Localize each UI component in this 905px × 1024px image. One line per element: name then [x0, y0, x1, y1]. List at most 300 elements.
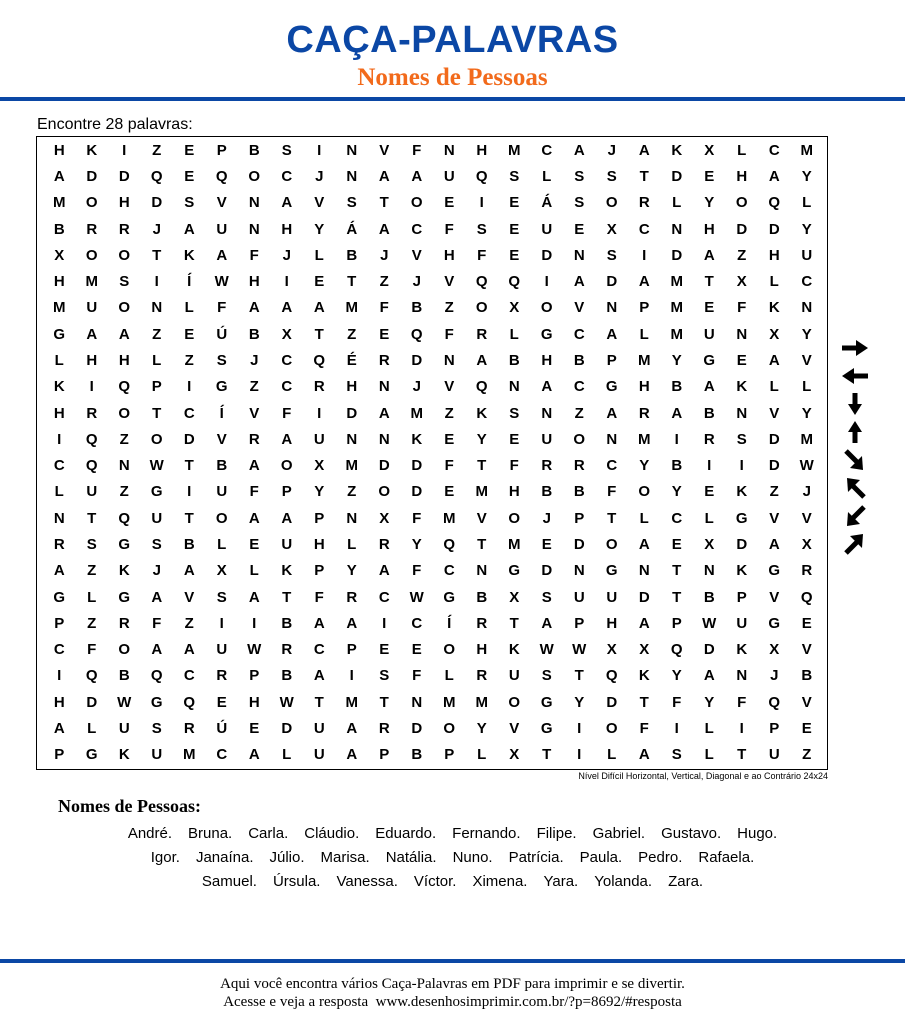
grid-cell: C [768, 141, 780, 159]
grid-cell: B [281, 667, 293, 685]
grid-cell: L [347, 536, 357, 553]
grid-cell: A [53, 720, 65, 738]
grid-cell: L [54, 351, 64, 369]
grid-cell: Y [671, 667, 682, 685]
grid-cell: X [736, 273, 747, 291]
name-item: Víctor. [413, 873, 457, 890]
grid-cell: U [768, 746, 780, 764]
arrow-right-icon [838, 336, 872, 360]
grid-cell: T [542, 746, 552, 764]
grid-cell: D [671, 167, 683, 185]
grid-cell: E [444, 430, 455, 448]
grid-cell: Y [476, 430, 487, 448]
grid-cell: M [670, 325, 683, 343]
grid-cell: A [638, 746, 650, 764]
grid-cell: W [117, 693, 132, 711]
grid-cell: Y [801, 220, 812, 238]
grid-cell: A [281, 299, 293, 317]
grid-cell: B [573, 351, 585, 369]
grid-cell: X [379, 509, 390, 527]
grid-cell: Y [346, 562, 357, 580]
grid-cell: W [149, 457, 164, 475]
grid-cell: L [282, 746, 292, 764]
grid-cell: B [508, 351, 520, 369]
grid-cell: N [443, 351, 455, 369]
grid-cell: A [346, 746, 358, 764]
grid-cell: P [574, 614, 585, 632]
grid-cell: I [674, 430, 679, 448]
grid-cell: Z [87, 614, 97, 632]
name-item: André. [127, 825, 173, 842]
grid-cell: V [574, 299, 585, 317]
grid-cell: M [475, 693, 488, 711]
grid-cell: N [541, 404, 553, 422]
grid-cell: S [606, 167, 617, 185]
grid-cell: Q [85, 430, 98, 448]
grid-cell: V [249, 404, 260, 422]
difficulty-note: Nível Difícil Horizontal, Vertical, Diagonal e ao Contrário 24x24 [578, 771, 828, 781]
grid-cell: W [702, 614, 717, 632]
grid-cell: Q [800, 588, 813, 606]
grid-cell: W [799, 457, 814, 475]
grid-cell: Ú [216, 325, 228, 343]
grid-cell: K [281, 562, 293, 580]
grid-cell: D [541, 246, 553, 264]
grid-cell: P [736, 588, 747, 606]
grid-cell: S [216, 588, 227, 606]
grid-cell: K [118, 562, 130, 580]
name-item: Gustavo. [661, 825, 722, 842]
grid-cell: C [411, 220, 423, 238]
grid-cell: M [53, 299, 66, 317]
grid-cell: E [411, 641, 422, 659]
grid-cell: X [509, 588, 520, 606]
grid-cell: E [184, 167, 195, 185]
footer-line-2: Acesse e veja a resposta www.desenhosimprimir.com.br/?p=8692/#resposta [223, 994, 682, 1010]
grid-cell: G [150, 693, 163, 711]
grid-cell: C [541, 141, 553, 159]
grid-cell: Z [574, 404, 584, 422]
name-item: Bruna. [188, 825, 233, 842]
grid-cell: D [671, 246, 683, 264]
grid-cell: S [671, 746, 682, 764]
grid-cell: F [412, 509, 422, 527]
grid-cell: L [87, 720, 97, 738]
grid-cell: V [801, 509, 812, 527]
grid-cell: S [86, 536, 97, 553]
name-item: Samuel. [201, 873, 257, 890]
grid-cell: Z [347, 325, 357, 343]
direction-legend [838, 336, 872, 566]
grid-cell: X [54, 246, 65, 264]
grid-cell: L [542, 167, 552, 185]
grid-cell: U [151, 509, 163, 527]
grid-cell: A [281, 509, 293, 527]
grid-cell: C [801, 273, 813, 291]
grid-cell: N [346, 141, 358, 159]
top-divider [0, 97, 905, 101]
grid-cell: A [248, 299, 260, 317]
grid-cell: D [573, 536, 585, 553]
name-item: Úrsula. [272, 873, 321, 890]
grid-cell: O [638, 483, 651, 501]
grid-cell: I [479, 194, 484, 212]
grid-cell: K [736, 378, 748, 396]
grid-cell: K [671, 141, 683, 159]
grid-cell: H [313, 536, 325, 553]
grid-cell: S [574, 194, 585, 212]
grid-cell: A [671, 404, 683, 422]
grid-cell: A [606, 325, 618, 343]
grid-cell: J [250, 351, 259, 369]
grid-cell: O [215, 509, 228, 527]
instructions: Encontre 28 palavras: [37, 116, 193, 133]
grid-cell: F [217, 299, 227, 317]
grid-cell: R [118, 614, 130, 632]
grid-cell: Z [444, 404, 454, 422]
arrow-up-icon [838, 420, 872, 444]
grid-cell: X [606, 220, 617, 238]
grid-cell: N [443, 141, 455, 159]
grid-cell: F [737, 693, 747, 711]
grid-cell: E [314, 273, 325, 291]
grid-cell: K [118, 746, 130, 764]
grid-cell: Y [704, 693, 715, 711]
grid-cell: D [736, 536, 748, 553]
grid-cell: A [638, 273, 650, 291]
grid-cell: B [476, 588, 488, 606]
grid-cell: Z [87, 562, 97, 580]
grid-cell: H [476, 641, 488, 659]
grid-cell: X [704, 141, 715, 159]
grid-cell: L [152, 351, 162, 369]
grid-cell: Q [85, 667, 98, 685]
name-item: Ximena. [472, 873, 528, 890]
grid-cell: O [475, 299, 488, 317]
grid-cell: R [541, 457, 553, 475]
grid-cell: Z [119, 483, 129, 501]
grid-cell: F [672, 693, 682, 711]
grid-cell: H [118, 194, 130, 212]
grid-cell: B [703, 588, 715, 606]
grid-cell: Q [183, 693, 196, 711]
grid-cell: E [216, 693, 227, 711]
grid-cell: N [736, 667, 748, 685]
name-item: Gabriel. [592, 825, 646, 842]
grid-cell: T [184, 509, 194, 527]
grid-cell: U [313, 746, 325, 764]
grid-cell: F [379, 299, 389, 317]
name-item: Hugo. [737, 825, 778, 842]
names-list [40, 822, 865, 894]
grid-cell: E [184, 141, 195, 159]
grid-cell: B [671, 378, 683, 396]
grid-cell: N [248, 194, 260, 212]
grid-cell: Q [475, 378, 488, 396]
grid-cell: G [443, 588, 456, 606]
grid-cell: T [477, 457, 487, 475]
grid-cell: B [703, 404, 715, 422]
grid-cell: H [541, 351, 553, 369]
grid-cell: C [183, 667, 195, 685]
grid-cell: U [281, 536, 293, 553]
grid-cell: C [281, 351, 293, 369]
grid-cell: E [509, 246, 520, 264]
grid-cell: J [152, 562, 161, 580]
grid-cell: N [476, 562, 488, 580]
grid-cell: N [801, 299, 813, 317]
grid-cell: L [769, 273, 779, 291]
grid-cell: G [53, 325, 66, 343]
grid-cell: M [345, 299, 358, 317]
name-item: Zara. [668, 873, 704, 890]
grid-cell: V [411, 246, 422, 264]
grid-cell: E [444, 194, 455, 212]
grid-cell: M [638, 430, 651, 448]
grid-cell: T [639, 693, 649, 711]
grid-cell: I [739, 457, 744, 475]
name-item: Fernando. [452, 825, 521, 842]
grid-cell: T [152, 404, 162, 422]
grid-cell: M [638, 351, 651, 369]
grid-cell: E [574, 220, 585, 238]
grid-cell: L [314, 246, 324, 264]
grid-cell: Q [475, 273, 488, 291]
grid-cell: Q [118, 509, 131, 527]
grid-cell: Q [215, 167, 228, 185]
grid-cell: B [281, 614, 293, 632]
grid-cell: S [216, 351, 227, 369]
grid-cell: I [577, 746, 582, 764]
grid-cell: D [281, 720, 293, 738]
grid-cell: F [314, 588, 324, 606]
grid-cell: I [57, 430, 62, 448]
grid-cell: J [282, 246, 291, 264]
grid-cell: F [412, 667, 422, 685]
grid-cell: B [411, 746, 423, 764]
grid-cell: G [53, 588, 66, 606]
grid-cell: X [769, 325, 780, 343]
grid-cell: M [508, 536, 521, 553]
grid-cell: G [540, 325, 553, 343]
grid-cell: T [347, 273, 357, 291]
grid-cell: L [704, 720, 714, 738]
grid-cell: N [378, 430, 390, 448]
grid-cell: O [280, 457, 293, 475]
grid-cell: E [509, 220, 520, 238]
grid-cell: Y [476, 720, 487, 738]
grid-cell: L [704, 509, 714, 527]
grid-cell: I [89, 378, 94, 396]
grid-cell: Z [769, 483, 779, 501]
grid-cell: U [541, 430, 553, 448]
grid-cell: B [541, 483, 553, 501]
grid-cell: S [541, 588, 552, 606]
grid-cell: S [346, 194, 357, 212]
grid-cell: V [314, 194, 325, 212]
grid-cell: R [183, 720, 195, 738]
grid-cell: V [801, 693, 812, 711]
grid-cell: O [605, 194, 618, 212]
grid-cell: M [475, 483, 488, 501]
grid-cell: S [574, 167, 585, 185]
grid-cell: I [317, 141, 322, 159]
footer [0, 975, 905, 1011]
grid-cell: O [573, 430, 586, 448]
grid-cell: T [314, 693, 324, 711]
grid-cell: A [53, 562, 65, 580]
grid-cell: P [639, 299, 650, 317]
grid-cell: A [346, 720, 358, 738]
grid-cell: S [281, 141, 292, 159]
grid-cell: T [639, 167, 649, 185]
grid-cell: T [574, 667, 584, 685]
grid-cell: X [281, 325, 292, 343]
grid-cell: U [541, 220, 553, 238]
grid-cell: J [770, 667, 779, 685]
grid-cell: Ú [216, 720, 228, 738]
grid-cell: R [378, 351, 390, 369]
grid-cell: U [118, 720, 130, 738]
grid-cell: E [736, 351, 747, 369]
grid-cell: K [736, 483, 748, 501]
grid-cell: R [118, 220, 130, 238]
page-title: CAÇA-PALAVRAS [286, 19, 619, 61]
grid-cell: Z [152, 325, 162, 343]
grid-cell: T [477, 536, 487, 553]
grid-cell: T [704, 273, 714, 291]
grid-cell: K [638, 667, 650, 685]
grid-cell: H [443, 246, 455, 264]
grid-cell: E [509, 194, 520, 212]
grid-cell: Z [152, 141, 162, 159]
grid-cell: A [183, 220, 195, 238]
name-item: Paula. [579, 849, 623, 866]
grid-cell: A [53, 167, 65, 185]
grid-cell: B [53, 220, 65, 238]
grid-cell: A [281, 430, 293, 448]
grid-cell: F [444, 220, 454, 238]
grid-cell: D [411, 351, 423, 369]
grid-cell: I [219, 614, 224, 632]
grid-cell: S [606, 246, 617, 264]
grid-cell: A [86, 325, 98, 343]
grid-cell: P [314, 562, 325, 580]
word-search-grid-frame [36, 136, 828, 770]
grid-cell: G [735, 509, 748, 527]
grid-cell: R [638, 404, 650, 422]
grid-cell: R [53, 536, 65, 553]
grid-cell: D [638, 588, 650, 606]
name-item: Eduardo. [375, 825, 437, 842]
grid-cell: A [118, 325, 130, 343]
grid-cell: C [183, 404, 195, 422]
grid-cell: Q [768, 693, 781, 711]
grid-cell: G [150, 483, 163, 501]
grid-cell: A [313, 299, 325, 317]
grid-cell: D [346, 404, 358, 422]
grid-cell: F [737, 299, 747, 317]
grid-cell: Á [541, 194, 553, 212]
grid-cell: B [346, 246, 358, 264]
grid-cell: E [704, 167, 715, 185]
grid-cell: K [508, 641, 520, 659]
grid-cell: S [541, 667, 552, 685]
grid-cell: L [444, 667, 454, 685]
grid-cell: Y [411, 536, 422, 553]
grid-cell: E [249, 536, 260, 553]
grid-cell: V [509, 720, 520, 738]
grid-cell: P [216, 141, 227, 159]
grid-cell: K [768, 299, 780, 317]
grid-cell: E [704, 483, 715, 501]
grid-cell: H [248, 693, 260, 711]
grid-cell: O [118, 246, 131, 264]
grid-cell: K [476, 404, 488, 422]
grid-cell: I [642, 246, 647, 264]
grid-cell: U [443, 167, 455, 185]
grid-cell: U [703, 325, 715, 343]
grid-cell: Y [801, 404, 812, 422]
grid-cell: F [509, 457, 519, 475]
grid-cell: D [411, 483, 423, 501]
grid-cell: T [672, 562, 682, 580]
grid-cell: H [768, 246, 780, 264]
grid-cell: X [314, 457, 325, 475]
grid-cell: L [802, 194, 812, 212]
grid-cell: V [769, 509, 780, 527]
grid-cell: C [53, 641, 65, 659]
arrow-left-icon [838, 364, 872, 388]
grid-cell: I [577, 720, 582, 738]
grid-cell: D [606, 273, 618, 291]
grid-cell: Z [802, 746, 812, 764]
grid-cell: A [703, 667, 715, 685]
word-search-grid [43, 137, 823, 768]
grid-cell: O [508, 509, 521, 527]
grid-cell: R [216, 667, 228, 685]
grid-cell: T [184, 457, 194, 475]
grid-cell: A [248, 457, 260, 475]
grid-cell: T [379, 194, 389, 212]
grid-cell: D [703, 641, 715, 659]
grid-cell: U [216, 220, 228, 238]
grid-cell: D [768, 457, 780, 475]
grid-cell: X [509, 746, 520, 764]
grid-cell: O [118, 641, 131, 659]
name-item: Pedro. [638, 849, 683, 866]
name-item: Cláudio. [304, 825, 360, 842]
grid-cell: A [768, 167, 780, 185]
grid-cell: C [671, 509, 683, 527]
grid-cell: Q [313, 351, 326, 369]
grid-cell: A [573, 273, 585, 291]
grid-cell: A [313, 614, 325, 632]
grid-cell: O [443, 720, 456, 738]
grid-cell: M [345, 693, 358, 711]
grid-cell: R [86, 220, 98, 238]
grid-cell: N [573, 562, 585, 580]
grid-cell: R [476, 325, 488, 343]
grid-cell: A [703, 378, 715, 396]
grid-cell: E [184, 325, 195, 343]
grid-cell: N [378, 378, 390, 396]
grid-cell: Í [447, 614, 452, 632]
grid-cell: D [183, 430, 195, 448]
grid-cell: D [768, 220, 780, 238]
grid-cell: B [248, 325, 260, 343]
arrow-down-icon [838, 392, 872, 416]
